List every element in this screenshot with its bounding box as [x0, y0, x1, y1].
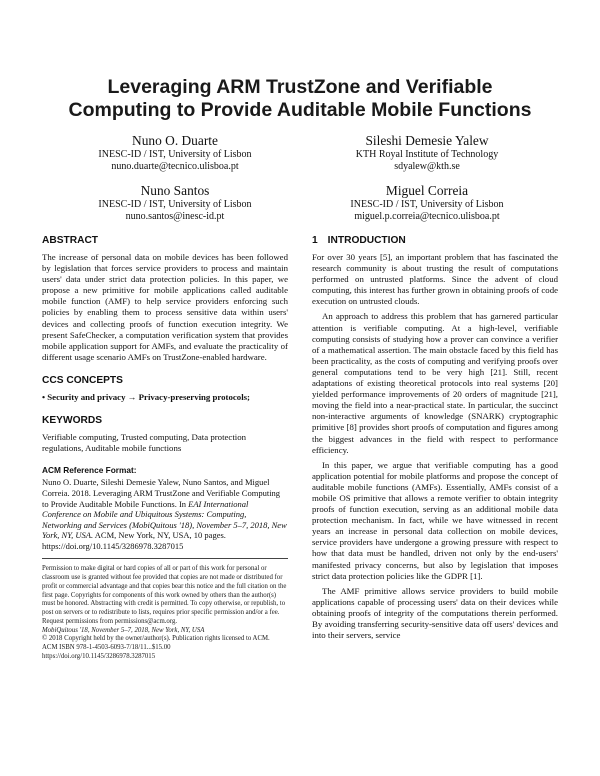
author-block-4: [302, 182, 552, 224]
permission-notice: [42, 565, 288, 661]
author-affiliation: INESC-ID / IST, University of Lisbon: [350, 199, 504, 210]
section-title: INTRODUCTION: [327, 235, 406, 246]
acm-reference-heading: ACM Reference Format:: [42, 465, 137, 476]
author-block-2: [302, 132, 552, 174]
keywords-text: Verifiable computing, Trusted computing, Data protection regulations, Auditable mobile functions: [42, 432, 247, 454]
acm-reference-tail: ACM, New York, NY, USA, 10 pages. https://doi.org/10.1145/3286978.3287015: [42, 530, 226, 551]
intro-paragraph-4: The AMF primitive allows service providers to build mobile applications capable of processing users' data on their devices while obtaining proofs of integrity of the computations therein performed. By avoiding transferring security-sensitive data off users' devices and into their servers, service: [312, 585, 558, 641]
author-block-3: [50, 182, 300, 224]
isbn: ACM ISBN 978-1-4503-6093-7/18/11...$15.00: [42, 644, 171, 652]
acm-reference-venue: EAI International Conference on Mobile and Ubiquitous Systems: Computing, Networking and Services (MobiQuitous '18), November 5–7, 2018, New York, NY, USA.: [42, 498, 287, 541]
copyright-notice: © 2018 Copyright held by the owner/author(s). Publication rights licensed to ACM.: [42, 635, 270, 643]
author-email[interactable]: nuno.santos@inesc-id.pt: [125, 211, 225, 223]
abstract-heading: ABSTRACT: [42, 235, 99, 246]
intro-paragraph-2: An approach to address this problem that has garnered particular attention is verifiable computing. At a high-level, verifiable computing consists of studying how a prover can convince a verifier of a mathematical assertion. The main obstacle faced by this field has been practicality, as the costs of computing and verifying proofs over general computations tend to be very high [21]. Still, recent adaptations of existing theoretical protocols into real systems [20] yielded performance improvements of 20 orders of magnitude [21], moving the field into a near-practical state. In particular, the succinct non-interactive arguments of knowledge (SNARK) cryptographic primitive [8] provides short proofs of computation and figures among the biggest advances in the field with respect to performance efficiency.: [312, 311, 558, 455]
permission-text: Permission to make digital or hard copies of all or part of this work for personal or classroom use is granted without fee provided that copies are not made or distributed for profit or commercial advantage and that copies bear this notice and the full citation on the first page. Copyrights for components of this work owned by others than the author(s) must be honored. Abstracting with credit is permitted. To copy otherwise, or republish, to post on servers or to redistribute to lists, requires prior specific permission and/or a fee. Request permissions from permissions@acm.org.: [42, 565, 287, 625]
permission-venue: MobiQuitous '18, November 5–7, 2018, New York, NY, USA: [42, 626, 205, 634]
author-name: Nuno O. Duarte: [132, 133, 218, 148]
abstract-section: [42, 234, 288, 363]
footnote-divider: [42, 558, 288, 559]
author-name: Nuno Santos: [140, 183, 210, 198]
left-column: [42, 234, 288, 662]
acm-reference-text: [42, 477, 288, 551]
paper-title: [40, 76, 560, 122]
author-name: Miguel Correia: [385, 183, 469, 198]
author-email[interactable]: miguel.p.correia@tecnico.ulisboa.pt: [354, 211, 500, 223]
section-number: 1: [312, 235, 318, 246]
author-affiliation: INESC-ID / IST, University of Lisbon: [98, 199, 252, 210]
introduction-heading: [312, 234, 558, 248]
author-email[interactable]: nuno.duarte@tecnico.ulisboa.pt: [111, 161, 239, 173]
author-block-1: [50, 132, 300, 174]
keywords-heading: KEYWORDS: [42, 415, 102, 427]
author-affiliation: KTH Royal Institute of Technology: [355, 149, 499, 160]
acm-reference-plain: Nuno O. Duarte, Sileshi Demesie Yalew, Nuno Santos, and Miguel Correia. 2018. Leveraging ARM TrustZone and Verifiable Computing to Provide Auditable Mobile Functions. In: [42, 477, 281, 509]
right-column: [312, 234, 558, 641]
ccs-heading: CCS CONCEPTS: [42, 374, 123, 386]
acm-reference-section: [42, 465, 288, 551]
author-affiliation: INESC-ID / IST, University of Lisbon: [98, 149, 252, 160]
doi-link[interactable]: https://doi.org/10.1145/3286978.3287015: [42, 652, 156, 660]
ccs-section: [42, 374, 288, 403]
title-line-2: Computing to Provide Auditable Mobile Functions: [68, 99, 532, 121]
author-name: Sileshi Demesie Yalew: [365, 133, 489, 148]
intro-paragraph-3: In this paper, we argue that verifiable computing has a good application potential for mobile platforms and propose the concept of auditable mobile functions (AMFs). Essentially, AMFs consist of a mobile OS primitive that allows a remote verifier to obtain integrity proofs of function execution, serving as an additional mobile data protection mechanism. In fact, while we have witnessed in recent years an increase in personal data collection on mobile devices, service providers have undergone a growing pressure with respect to how that data must be handled, driven not only by the end-users' manifested privacy concerns, but also by legislation that imposes strict data protection policies like the GDPR [1].: [312, 459, 558, 581]
author-email[interactable]: sdyalew@kth.se: [394, 161, 460, 173]
title-line-1: Leveraging ARM TrustZone and Verifiable: [107, 76, 493, 98]
abstract-text: The increase of personal data on mobile devices has been followed by legislation that forces service providers to process and maintain users' data under strict data protection policies. In this paper, we propose a new primitive for mobile applications called auditable mobile function (AMF) to help service providers enforcing such policies by enabling them to process sensitive data within users' devices and collecting proofs of function execution integrity. We present SafeChecker, a computation verification system that provides mobile application support for AMFs, and evaluate the practicality of different usage scenario AMFs on TrustZone-enabled hardware.: [42, 252, 288, 362]
keywords-section: [42, 414, 288, 454]
ccs-text: • Security and privacy → Privacy-preserving protocols;: [42, 391, 250, 402]
intro-paragraph-1: For over 30 years [5], an important problem that has fascinated the research community is about trusting the result of computations performed on untrusted platforms. Since the advent of cloud computing, this interest has further grown in obtaining proofs of code execution on untrusted clouds.: [312, 252, 558, 307]
